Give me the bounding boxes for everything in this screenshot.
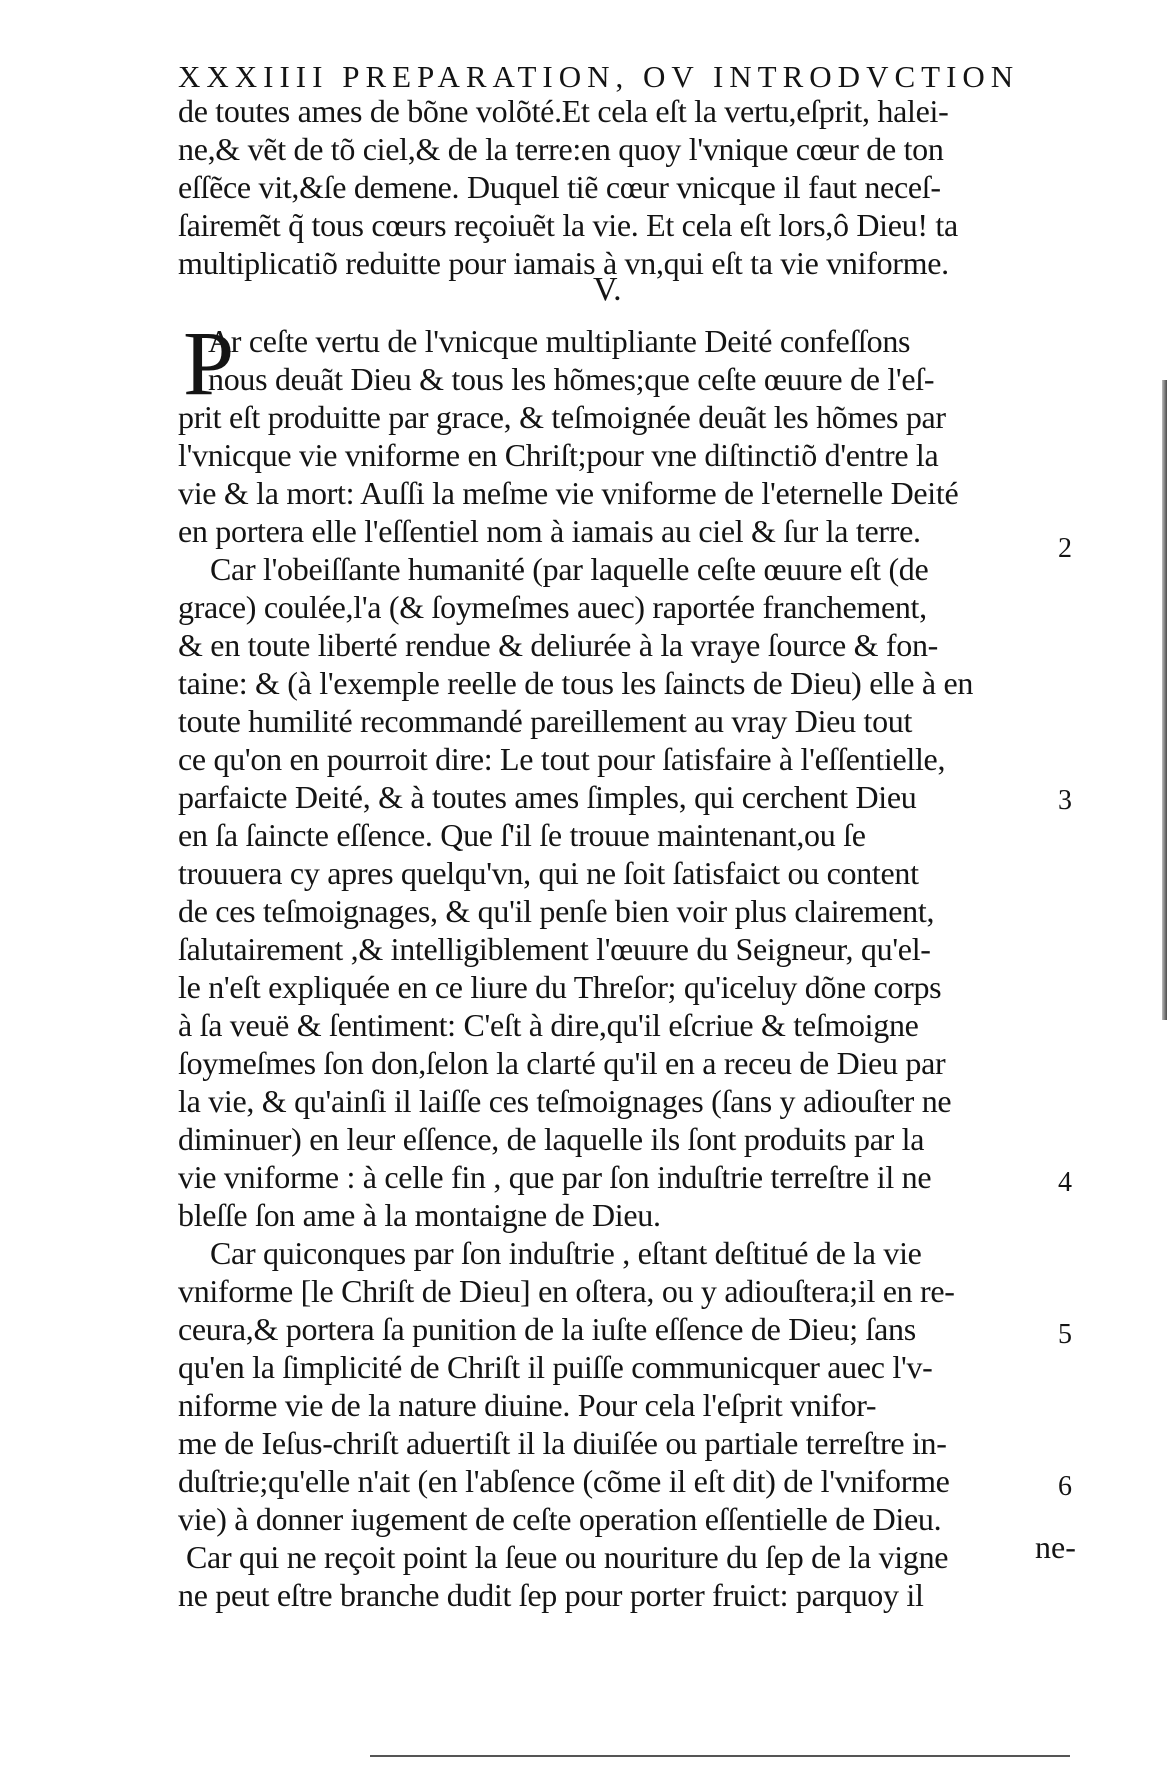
- text-line: qu'en la ſimplicité de Chriſt il puiſſe communicquer auec l'v-: [178, 1349, 933, 1385]
- running-header: XXXIIII PREPARATION, OV INTRODVCTION: [178, 59, 1020, 94]
- text-line: prit eſt produitte par grace, & teſmoignée deuãt les hõmes par: [178, 399, 946, 435]
- text-line: de toutes ames de bõne volõté.Et cela eſt la vertu,eſprit, halei-: [178, 93, 949, 129]
- text-line: la vie, & qu'ainſi il laiſſe ces teſmoignages (ſans y adiouſter ne: [178, 1083, 952, 1119]
- margin-number: 6: [1058, 1471, 1072, 1502]
- text-line: ceura,& portera ſa punition de la iuſte eſſence de Dieu; ſans: [178, 1311, 916, 1347]
- text-line: ce qu'on en pourroit dire: Le tout pour ſatisfaire à l'eſſentielle,: [178, 741, 946, 777]
- page-edge-shadow: [1162, 380, 1167, 1020]
- text-line: multiplicatiõ reduitte pour iamais à vn,qui eſt ta vie vniforme.: [178, 245, 949, 281]
- section-number: V.: [593, 271, 622, 308]
- text-line: vie & la mort: Auſſi la meſme vie vniforme de l'eternelle Deité: [178, 475, 959, 511]
- text-line: diminuer) en leur eſſence, de laquelle ils ſont produits par la: [178, 1121, 925, 1157]
- text-line: duſtrie;qu'elle n'ait (en l'abſence (cõme il eſt dit) de l'vniforme: [178, 1463, 950, 1499]
- catchword: ne-: [1035, 1529, 1076, 1565]
- text-line: vie) à donner iugement de ceſte operation eſſentielle de Dieu.: [178, 1501, 942, 1537]
- text-line: ſairemẽt q̃ tous cœurs reçoiuẽt la vie. Et cela eſt lors,ô Dieu! ta: [178, 207, 958, 243]
- drop-capital: P: [183, 312, 235, 414]
- text-line: en ſa ſaincte eſſence. Que ſ'il ſe trouue maintenant,ou ſe: [178, 817, 866, 853]
- text-line: toute humilité recommandé pareillement au vray Dieu tout: [178, 703, 913, 739]
- margin-number: 3: [1058, 785, 1072, 816]
- margin-number: 5: [1058, 1319, 1072, 1350]
- margin-number: 4: [1058, 1167, 1072, 1198]
- text-line: ne,& vẽt de tõ ciel,& de la terre:en quoy l'vnique cœur de ton: [178, 131, 944, 167]
- text-line: Car qui ne reçoit point la ſeue ou nouriture du ſep de la vigne: [186, 1539, 949, 1575]
- margin-number: 2: [1058, 533, 1072, 564]
- text-line: ne peut eſtre branche dudit ſep pour porter fruict: parquoy il: [178, 1577, 924, 1613]
- text-line: en portera elle l'eſſentiel nom à iamais au ciel & ſur la terre.: [178, 513, 921, 549]
- text-line: ſoymeſmes ſon don,ſelon la clarté qu'il en a receu de Dieu par: [178, 1045, 946, 1081]
- text-line: & en toute liberté rendue & deliurée à la vraye ſource & fon-: [178, 627, 939, 663]
- text-line: bleſſe ſon ame à la montaigne de Dieu.: [178, 1197, 661, 1233]
- text-line: parfaicte Deité, & à toutes ames ſimples, qui cerchent Dieu: [178, 779, 917, 815]
- text-line: eſſẽce vit,&ſe demene. Duquel tiẽ cœur vnicque il faut neceſ-: [178, 169, 941, 205]
- text-line: vniforme [le Chriſt de Dieu] en oſtera, ou y adiouſtera;il en re-: [178, 1273, 955, 1309]
- text-line: me de Ieſus-chriſt aduertiſt il la diuiſée ou partiale terreſtre in-: [178, 1425, 947, 1461]
- text-line: taine: & (à l'exemple reelle de tous les ſaincts de Dieu) elle à en: [178, 665, 974, 701]
- text-line: grace) coulée,l'a (& ſoymeſmes auec) raportée franchement,: [178, 589, 927, 625]
- text-line: nous deuãt Dieu & tous les hõmes;que ceſte œuure de l'eſ-: [208, 361, 935, 397]
- text-line: trouuera cy apres quelqu'vn, qui ne ſoit ſatisfaict ou content: [178, 855, 919, 891]
- text-line: Car l'obeiſſante humanité (par laquelle ceſte œuure eſt (de: [210, 551, 929, 587]
- text-line: Car quiconques par ſon induſtrie , eſtant deſtitué de la vie: [210, 1235, 922, 1271]
- text-line: de ces teſmoignages, & qu'il penſe bien voir plus clairement,: [178, 893, 935, 929]
- bottom-edge-line: [370, 1755, 1070, 1757]
- text-line: à ſa veuë & ſentiment: C'eſt à dire,qu'il eſcriue & teſmoigne: [178, 1007, 919, 1043]
- text-line: le n'eſt expliquée en ce liure du Threſor; qu'iceluy dõne corps: [178, 969, 942, 1005]
- text-line: niforme vie de la nature diuine. Pour cela l'eſprit vnifor-: [178, 1387, 877, 1423]
- text-line: l'vnicque vie vniforme en Chriſt;pour vne diſtinctiõ d'entre la: [178, 437, 939, 473]
- text-line: ſalutairement ,& intelligiblement l'œuure du Seigneur, qu'el-: [178, 931, 931, 967]
- text-line: Ar ceſte vertu de l'vnicque multipliante Deité confeſſons: [208, 323, 911, 359]
- text-line: vie vniforme : à celle fin , que par ſon induſtrie terreſtre il ne: [178, 1159, 932, 1195]
